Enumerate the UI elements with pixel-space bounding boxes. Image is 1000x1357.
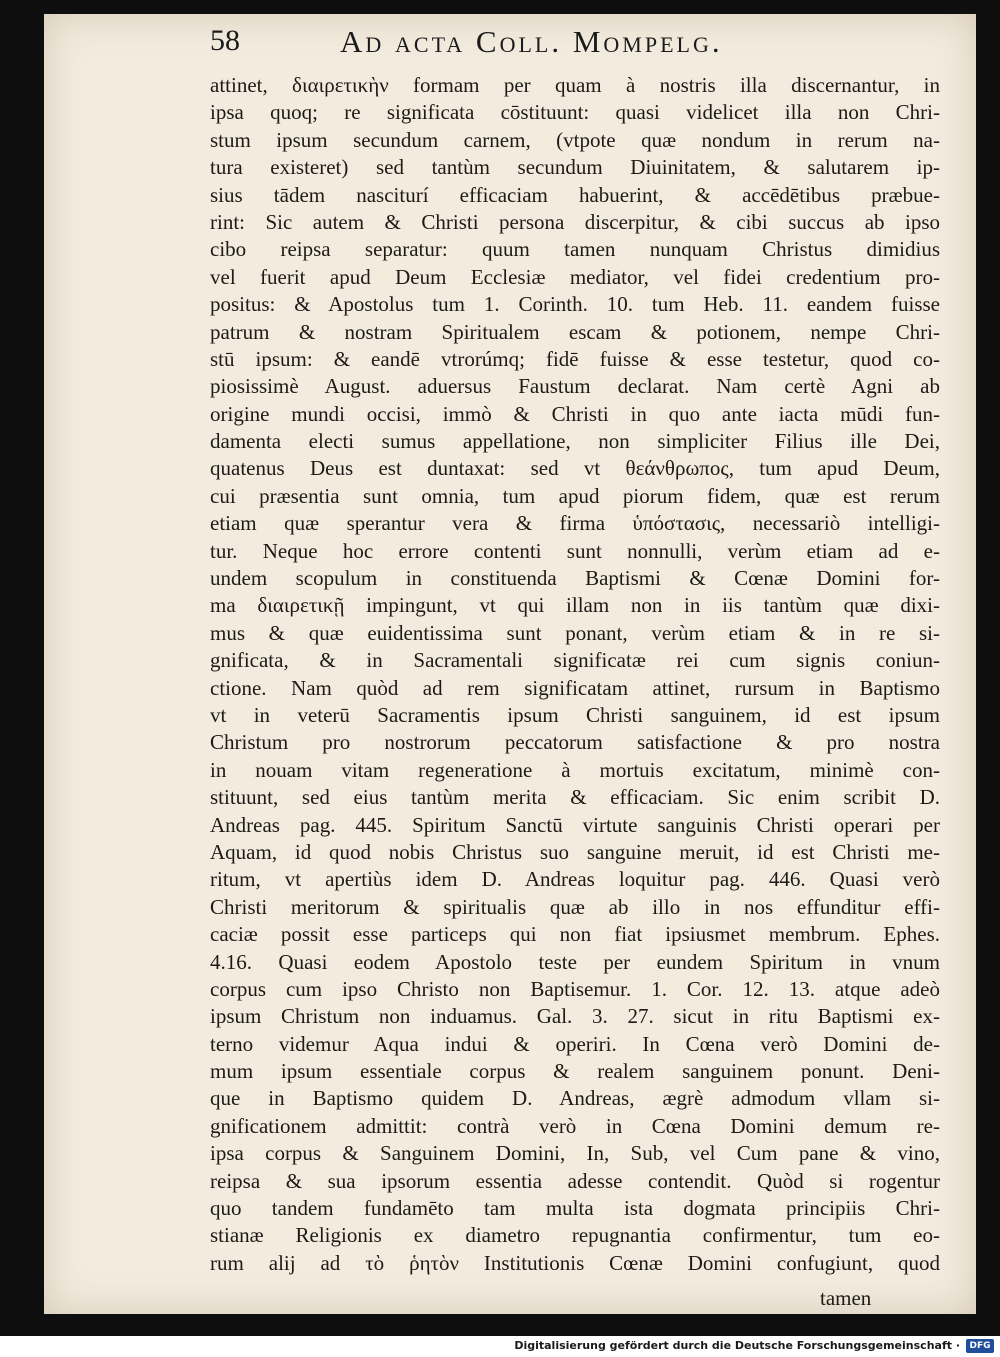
text-line: Aquam, id quod nobis Christus suo sanguine meruit, id est Christi me- xyxy=(210,839,940,864)
text-line: vel fuerit apud Deum Ecclesiæ mediator, vel fidei credentium pro- xyxy=(210,264,940,289)
text-line: stum ipsum secundum carnem, (vtpote quæ nondum in rerum na- xyxy=(210,127,940,152)
text-line: mus & quæ euidentissima sunt ponant, verùm etiam & in re si- xyxy=(210,620,940,645)
text-line: stituunt, sed eius tantùm merita & efficaciam. Sic enim scribit D. xyxy=(210,785,940,810)
digitization-credit: Digitalisierung gefördert durch die Deutsche Forschungsgemeinschaft · xyxy=(514,1339,960,1352)
page-number: 58 xyxy=(210,24,240,57)
text-line: mum ipsum essentiale corpus & realem sanguinem ponunt. Deni- xyxy=(210,1059,940,1084)
text-line: origine mundi occisi, immò & Christi in quo ante iacta mūdi fun- xyxy=(210,401,940,426)
text-line: ipsum Christum non induamus. Gal. 3. 27. sicut in ritu Baptismi ex- xyxy=(210,1004,940,1029)
dfg-logo-icon: DFG xyxy=(966,1339,994,1353)
text-line: Andreas pag. 445. Spiritum Sanctū virtute sanguinis Christi operari per xyxy=(210,812,940,837)
text-line: que in Baptismo quidem D. Andreas, ægrè admodum vllam si- xyxy=(210,1086,940,1111)
text-line: vt in veterū Sacramentis ipsum Christi sanguinem, id est ipsum xyxy=(210,702,940,727)
footer-bar xyxy=(0,1336,1000,1357)
text-line: attinet, διαιρετικὴν formam per quam à nostris illa discernantur, in xyxy=(210,73,940,97)
text-line: tur. Neque hoc errore contenti sunt nonnulli, verùm etiam ad e- xyxy=(210,538,940,563)
book-page xyxy=(44,14,976,1314)
text-line: gnificata, & in Sacramentali significatæ rei cum signis coniun- xyxy=(210,648,940,673)
text-line: stianæ Religionis ex diametro repugnantia confirmentur, tum eo- xyxy=(210,1223,940,1248)
text-line: terno videmur Aqua indui & operiri. In Cœna verò Domini de- xyxy=(210,1031,940,1056)
text-line: caciæ possit esse particeps qui non fiat ipsiusmet membrum. Ephes. xyxy=(210,922,940,947)
text-line: tura existeret) sed tantùm secundum Diuinitatem, & salutarem ip- xyxy=(210,155,940,180)
text-line: quatenus Deus est duntaxat: sed vt θεάνθρωπος, tum apud Deum, xyxy=(210,456,940,481)
text-line: cui præsentia sunt omnia, tum apud piorum fidem, quæ est rerum xyxy=(210,483,940,508)
text-line: Christum pro nostrorum peccatorum satisfactione & pro nostra xyxy=(210,730,940,755)
text-line: ctione. Nam quòd ad rem significatam attinet, rursum in Baptismo xyxy=(210,675,940,700)
page-header xyxy=(210,22,950,70)
text-line: quo tandem fundamēto tam multa ista dogmata principiis Chri- xyxy=(210,1196,940,1221)
text-line: damenta electi sumus appellatione, non simpliciter Filius ille Dei, xyxy=(210,429,940,454)
text-line: undem scopulum in constituenda Baptismi & Cœnæ Domini for- xyxy=(210,566,940,591)
text-line: patrum & nostram Spiritualem escam & potionem, nempe Chri- xyxy=(210,319,940,344)
text-line: 4.16. Quasi eodem Apostolo teste per eundem Spiritum in vnum xyxy=(210,949,940,974)
running-title: Ad acta Coll. Mompelg. xyxy=(340,24,723,59)
text-line: cibo reipsa separatur: quum tamen nunquam Christus dimidius xyxy=(210,237,940,262)
text-line: ipsa corpus & Sanguinem Domini, In, Sub, vel Cum pane & vino, xyxy=(210,1141,940,1166)
body-text xyxy=(210,72,940,1277)
text-line: ritum, vt apertiùs idem D. Andreas loquitur pag. 446. Quasi verò xyxy=(210,867,940,892)
text-line: piosissimè August. aduersus Faustum declarat. Nam certè Agni ab xyxy=(210,374,940,399)
catchword: tamen xyxy=(820,1286,872,1310)
text-line: rint: Sic autem & Christi persona discerpitur, & cibi succus ab ipso xyxy=(210,209,940,234)
text-line: reipsa & sua ipsorum essentia adesse contendit. Quòd si rogentur xyxy=(210,1168,940,1193)
text-line: etiam quæ sperantur vera & firma ὑπόστασις, necessariò intelligi- xyxy=(210,511,940,536)
text-line: sius tādem nasciturí efficaciam habuerint, & accēdētibus præbue- xyxy=(210,182,940,207)
text-line: Christi meritorum & spiritualis quæ ab illo in nos effunditur effi- xyxy=(210,894,940,919)
text-line: stū ipsum: & eandē vtrorúmq; fidē fuisse & esse testetur, quod co- xyxy=(210,346,940,371)
text-line: ma διαιρετικῇ impingunt, vt qui illam non in iis tantùm quæ dixi- xyxy=(210,593,940,618)
text-line: positus: & Apostolus tum 1. Corinth. 10. tum Heb. 11. eandem fuisse xyxy=(210,292,940,317)
text-line: ipsa quoq; re significata cōstituunt: quasi videlicet illa non Chri- xyxy=(210,100,940,125)
text-line: corpus cum ipso Christo non Baptisemur. 1. Cor. 12. 13. atque adeò xyxy=(210,976,940,1001)
text-line: rum alij ad τὸ ῥητὸν Institutionis Cœnæ Domini confugiunt, quod xyxy=(210,1250,940,1275)
text-line: gnificationem admittit: contrà verò in Cœna Domini demum re- xyxy=(210,1113,940,1138)
text-line: in nouam vitam regeneratione à mortuis excitatum, minimè con- xyxy=(210,757,940,782)
